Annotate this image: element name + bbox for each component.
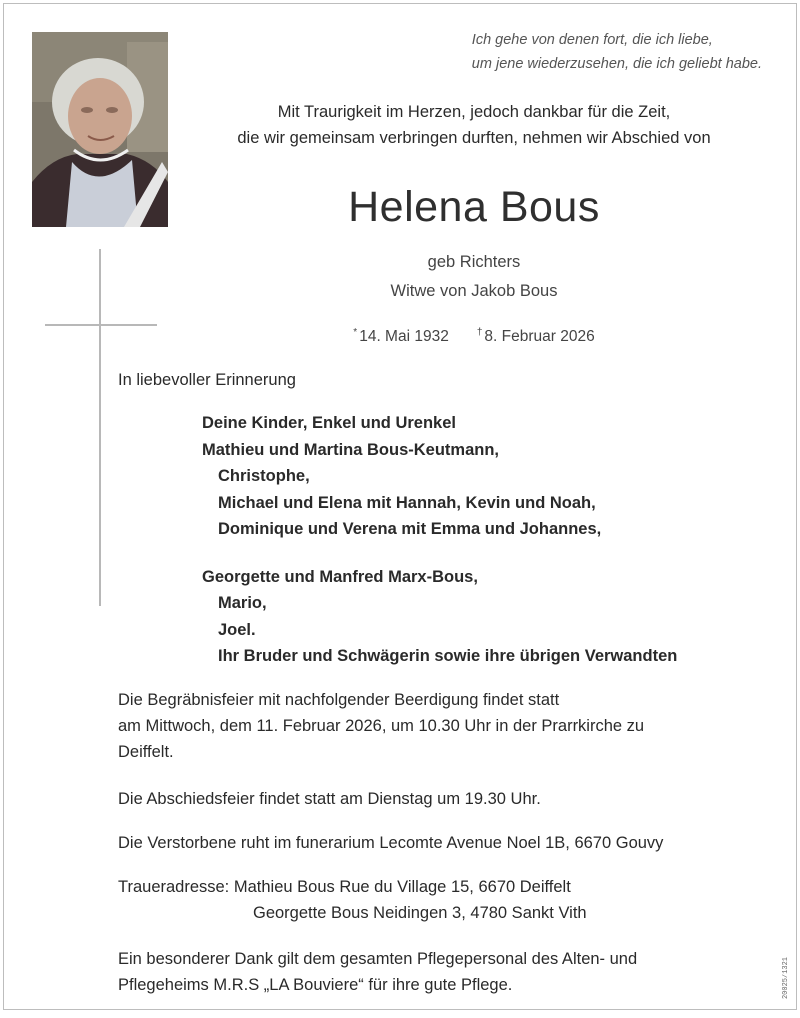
memory-heading: In liebevoller Erinnerung — [118, 371, 296, 389]
birth-date: 14. Mai 1932 — [359, 328, 449, 346]
maiden-name: geb Richters — [427, 253, 521, 271]
intro-line: die wir gemeinsam verbringen durften, nehmen wir Abschied von — [237, 129, 711, 147]
quote — [472, 28, 762, 76]
funeral-line: am Mittwoch, dem 11. Februar 2026, um 10.30 Uhr in der Prarrkirche zu — [118, 717, 645, 735]
farewell-info: Die Abschiedsfeier findet statt am Dienstag um 19.30 Uhr. — [118, 790, 541, 808]
death-symbol: † — [476, 327, 483, 338]
family-line: Michael und Elena mit Hannah, Kevin und Noah, — [218, 493, 596, 512]
resting-place: Die Verstorbene ruht im funerarium Lecomte Avenue Noel 1B, 6670 Gouvy — [118, 834, 664, 852]
deceased-name: Helena Bous — [348, 183, 600, 231]
thanks-note — [118, 946, 776, 998]
address-line: Georgette Bous Neidingen 3, 4780 Sankt Vith — [253, 904, 587, 922]
widow-of: Witwe von Jakob Bous — [390, 282, 558, 300]
funeral-info — [118, 687, 776, 765]
family-line: Christophe, — [218, 467, 310, 485]
family-line: Georgette und Manfred Marx-Bous, — [202, 567, 478, 586]
funeral-line: Deiffelt. — [118, 743, 174, 761]
quote-line: Ich gehe von denen fort, die ich liebe, — [471, 32, 713, 48]
family-line: Mathieu und Martina Bous-Keutmann, — [202, 440, 499, 459]
birth-symbol: * — [353, 327, 358, 338]
cross-icon-vertical — [99, 249, 101, 606]
thanks-line: Pflegeheims M.R.S „LA Bouviere“ für ihre gute Pflege. — [118, 976, 513, 994]
family-line: Mario, — [218, 594, 267, 612]
portrait-photo — [32, 32, 168, 227]
funeral-line: Die Begräbnisfeier mit nachfolgender Beerdigung findet statt — [118, 691, 560, 709]
family-line: Ihr Bruder und Schwägerin sowie ihre übrigen Verwandten — [218, 647, 678, 665]
intro-text — [174, 99, 774, 151]
reference-number: 20025/1321 — [782, 956, 790, 999]
family-line: Joel. — [218, 620, 256, 639]
thanks-line: Ein besonderer Dank gilt dem gesamten Pflegepersonal des Alten- und — [118, 950, 638, 968]
address-line: Traueradresse: Mathieu Bous Rue du Village 15, 6670 Deiffelt — [118, 878, 571, 896]
cross-icon-horizontal — [45, 324, 157, 326]
obituary-notice — [3, 3, 797, 1010]
intro-line: Mit Traurigkeit im Herzen, jedoch dankbar für die Zeit, — [277, 103, 671, 121]
death-date: 8. Februar 2026 — [484, 328, 595, 346]
family-list — [202, 410, 677, 670]
life-dates — [174, 322, 774, 348]
quote-line: um jene wiederzusehen, die ich geliebt habe. — [471, 56, 762, 72]
family-line: Dominique und Verena mit Emma und Johannes, — [218, 520, 602, 538]
family-line: Deine Kinder, Enkel und Urenkel — [202, 414, 456, 432]
deceased-details — [174, 248, 774, 306]
mourning-address — [118, 874, 776, 926]
